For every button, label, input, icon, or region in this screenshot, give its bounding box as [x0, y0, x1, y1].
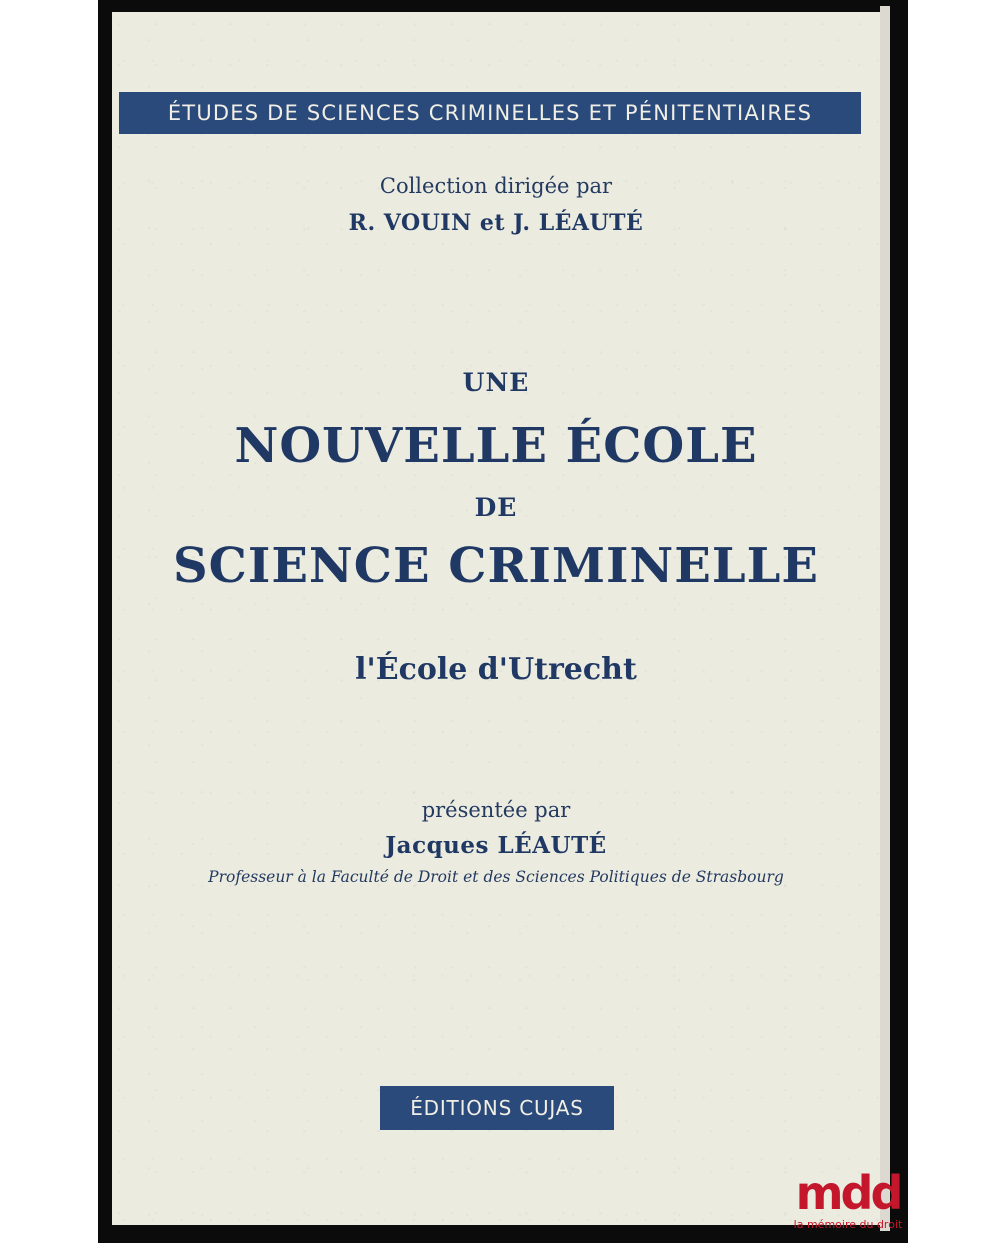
title-line-1: NOUVELLE ÉCOLE [234, 418, 758, 474]
presenter-label: présentée par [421, 798, 571, 822]
back-cover-edge [880, 6, 890, 1231]
presenter-name: Jacques LÉAUTÉ [385, 832, 607, 859]
logo-tagline: la mémoire du droit [793, 1218, 903, 1231]
logo-mark: mdd [795, 1166, 901, 1220]
presenter-affiliation: Professeur à la Faculté de Droit et des Sciences Politiques de Strasbourg [208, 868, 784, 886]
mdd-watermark-logo [793, 1168, 903, 1243]
series-banner: ÉTUDES DE SCIENCES CRIMINELLES ET PÉNITENTIAIRES [119, 92, 861, 134]
subtitle: l'École d'Utrecht [355, 652, 637, 687]
collection-directors: R. VOUIN et J. LÉAUTÉ [348, 210, 644, 236]
title-une: UNE [462, 368, 530, 397]
publisher-label: ÉDITIONS CUJAS [380, 1086, 614, 1130]
title-de: DE [474, 493, 518, 522]
collection-label: Collection dirigée par [379, 174, 613, 198]
title-line-2: SCIENCE CRIMINELLE [173, 538, 819, 594]
